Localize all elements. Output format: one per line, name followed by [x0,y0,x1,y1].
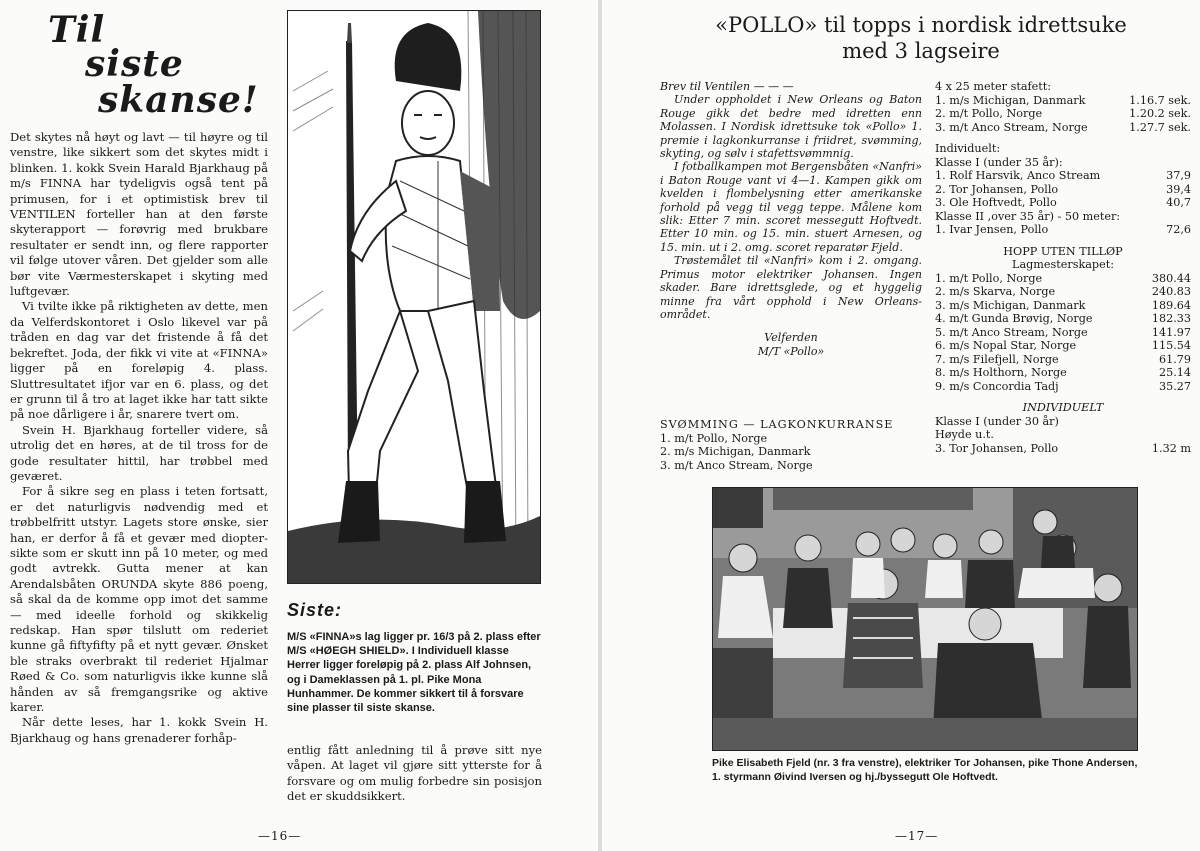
siste-paragraph: M/S «FINNA»s lag ligger pr. 16/3 på 2. plass efter M/S «HØEGH SHIELD». I Individuell klasse Herrer ligger foreløpig på 2. plass Alf Johnsen, [287,631,541,672]
result-name: 8. m/s Holthorn, Norge [935,366,1067,379]
siste-paragraph: og i Dameklassen på 1. pl. Pike Mona Hunhammer. De kommer sikkert til å forsvare sine plasser til siste skanse. [287,673,524,715]
result-name: 1. Rolf Harsvik, Anco Stream [935,169,1101,182]
individual-jump-heading: INDIVIDUELT [1022,401,1104,414]
article-paragraph: For å sikre seg en plass i teten fortsatt, er det naturligvis nødvendig med et trøbbelfritt utstyr. Lagets store ønske, sier han, er derfor å få et gevær med dioptersikte som er skutt inn på 10 meter, og med godt avtrekk. Gutta mener at kan Arendalsbåten ORUNDA skyte 886 poeng, så skal da de komme opp imot det samme — med ideelle forhold og skikkelig redskap. Han spør tilslutt om rederiet kunne gå fiftyfifty på et nytt gevær. Ønsket ble straks overbrakt til rederiet Hjalmar Røed & Co. som naturligvis ikke kunne slå hånden av så fremgangsrike og aktive karer. [10,484,268,715]
class-heading: Klasse I (under 30 år) [935,414,1059,428]
article-continuation [287,743,542,805]
class-heading: Klasse I (under 35 år): [935,155,1063,169]
letter-paragraph: I fotballkampen mot Bergensbåten «Nanfri» i Baton Rouge vant vi 4—1. Kampen gikk om kvelden i flombelysning etter amerikanske forhold på vegg til vegg teppe. Målene kom slik: Etter 7 min. scoret messegutt Hoftvedt. Etter 10 min. og 15. min. stuert Arnesen, og 15. min. ut i 2. omg. scoret reparatør Fjeld. [660,160,922,254]
jump-heading: HOPP UTEN TILLØP [1003,244,1123,258]
jump-subheading: Høyde u.t. [935,428,994,441]
result-row [935,442,1191,456]
headline-word-1: Til [48,9,106,51]
right-page [602,0,1200,851]
result-name: 2. m/s Skarva, Norge [935,285,1056,298]
result-row [935,353,1191,367]
headline-word-3: skanse! [98,79,259,121]
result-value: 61.79 [1158,352,1191,366]
result-name: 1. Ivar Jensen, Pollo [935,223,1049,236]
result-name: 4. m/t Gunda Brøvig, Norge [935,312,1093,325]
jump-subheading: Lagmesterskapet: [1012,258,1114,271]
class-heading: Klasse II ,over 35 år) - 50 meter: [935,209,1121,223]
result-value: 240.83 [1151,285,1191,298]
result-row: 1. m/t Pollo, Norge [660,431,768,445]
letter-greeting: Brev til Ventilen — — — [660,80,794,93]
result-name: 9. m/s Concordia Tadj [935,379,1059,393]
result-name: 1. m/s Michigan, Danmark [935,93,1086,107]
title-line-2: med 3 lagseire [842,39,1000,63]
result-value: 25.14 [1158,366,1191,379]
result-name: 2. Tor Johansen, Pollo [935,182,1059,196]
group-photo [712,487,1138,751]
siste-box [287,630,542,715]
article-paragraph: Det skytes nå høyt og lavt — til høyre og til venstre, like sikkert som det skytes midt i blinken. 1. kokk Svein Harald Bjarkhaug på m/s FINNA har tydeligvis også tent på primusen, for i et optimistisk brev til VENTILEN forteller han at den første skyterapport — forøvrig med brukbare resultater er sendt inn, og flere rapporter vil følge utover våren. Det gjelder som alle bør vite Værmesterskapet i skyting med luftgevær. [10,130,268,299]
result-row [935,196,1191,210]
photo-caption: Pike Elisabeth Fjeld (nr. 3 fra venstre), elektriker Tor Johansen, pike Thone Andersen, 1. styrmann Øivind Iversen og hj./byssegutt Ole Hoftvedt. [712,757,1138,783]
result-row [935,183,1191,197]
individual-heading: Individuelt: [935,142,1001,155]
signature-line: M/T «Pollo» [757,344,825,358]
result-name: 5. m/t Anco Stream, Norge [935,325,1088,339]
result-row [935,366,1191,380]
group-photo-image [713,488,1137,750]
result-value: 1.32 m [1151,441,1191,455]
result-name: 3. m/t Anco Stream, Norge [935,120,1088,134]
result-value: 40,7 [1166,196,1191,209]
result-row [935,169,1191,183]
title-line-1: «POLLO» til topps i nordisk idrettsuke [715,13,1127,37]
result-row [935,285,1191,299]
result-row [935,107,1191,121]
result-value: 35.27 [1158,379,1191,393]
article-paragraph: Svein H. Bjarkhaug forteller videre, så utrolig det en høres, at de til tross for de gode resultater hittil, har trøbbel med geværet. [10,422,268,483]
letter-column [660,80,922,358]
article-body [10,130,268,746]
article-title [642,12,1200,64]
swimming-heading: SVØMMING — LAGKONKURRANSE [660,418,894,431]
result-row [935,272,1191,286]
result-name: 2. m/t Pollo, Norge [935,107,1043,120]
result-value: 72,6 [1166,223,1191,236]
result-name: 3. Ole Hoftvedt, Pollo [935,196,1057,209]
result-value: 1.20.2 sek. [1129,107,1191,120]
page-number-left: —16— [258,829,302,843]
result-value: 37,9 [1166,169,1191,182]
results-column [935,80,1191,455]
result-value: 39,4 [1166,182,1191,196]
result-name: 3. m/s Michigan, Danmark [935,298,1086,312]
signature-line: Velferden [764,331,818,345]
page-number-right: —17— [895,829,939,843]
result-value: 189.64 [1151,298,1191,312]
result-row [935,223,1191,237]
continuation-paragraph: entlig fått anledning til å prøve sitt nye våpen. At laget vil gjøre sitt ytterste for å forsvare og om mulig forbedre sin posisjon det er skuddsikkert. [287,743,542,804]
result-value: 1.16.7 sek. [1129,93,1191,107]
letter-signature [660,331,922,358]
grenadier-illustration [287,10,541,584]
result-row [935,312,1191,326]
grenadier-drawing [288,11,540,583]
result-row: 3. m/t Anco Stream, Norge [660,458,813,472]
result-name: 1. m/t Pollo, Norge [935,271,1043,285]
result-row [935,326,1191,340]
result-row [935,380,1191,394]
siste-heading: Siste: [287,600,343,620]
result-name: 6. m/s Nopal Star, Norge [935,339,1077,352]
result-value: 380.44 [1151,271,1191,285]
letter-paragraph: Trøstemålet til «Nanfri» kom i 2. omgang. Primus motor elektriker Johansen. Ingen skader. Bare idrettsglede, og et hyggelig minne fra vårt opphold i New Orleans-området. [660,254,922,321]
result-value: 141.97 [1151,325,1191,339]
result-name: 7. m/s Filefjell, Norge [935,352,1059,366]
result-row [935,339,1191,353]
swimming-results [660,418,922,472]
result-row [935,299,1191,313]
result-row [935,94,1191,108]
letter-paragraph: Under oppholdet i New Orleans og Baton Rouge gikk det bedre med idretten enn Molassen. I Nordisk idrettsuke tok «Pollo» 1. premie i lagkonkurranse i friidret, svømming, skyting, og sølv i stafettsvømmnig. [660,93,922,161]
result-value: 182.33 [1151,312,1191,325]
relay-heading: 4 x 25 meter stafett: [935,80,1052,93]
result-row [935,121,1191,135]
left-page [0,0,598,851]
result-name: 3. Tor Johansen, Pollo [935,441,1059,455]
result-value: 115.54 [1151,339,1191,352]
headline-word-2: siste [85,43,184,85]
article-paragraph: Når dette leses, har 1. kokk Svein H. Bjarkhaug og hans grenaderer forhåp- [10,715,268,745]
result-row: 2. m/s Michigan, Danmark [660,445,811,459]
result-value: 1.27.7 sek. [1129,120,1191,134]
article-paragraph: Vi tvilte ikke på riktigheten av dette, men da Velferdskontoret i Oslo likevel var på tråden en dag var det fristende å få det bekreftet. Joda, der fikk vi vite at «FINNA» ligger på en foreløpig 4. plass. Sluttresultatet ifjor var en 6. plass, og det er grunn til å tro at laget ikke har tatt sikte på noe dårligere i år, snarere tvert om. [10,299,268,422]
